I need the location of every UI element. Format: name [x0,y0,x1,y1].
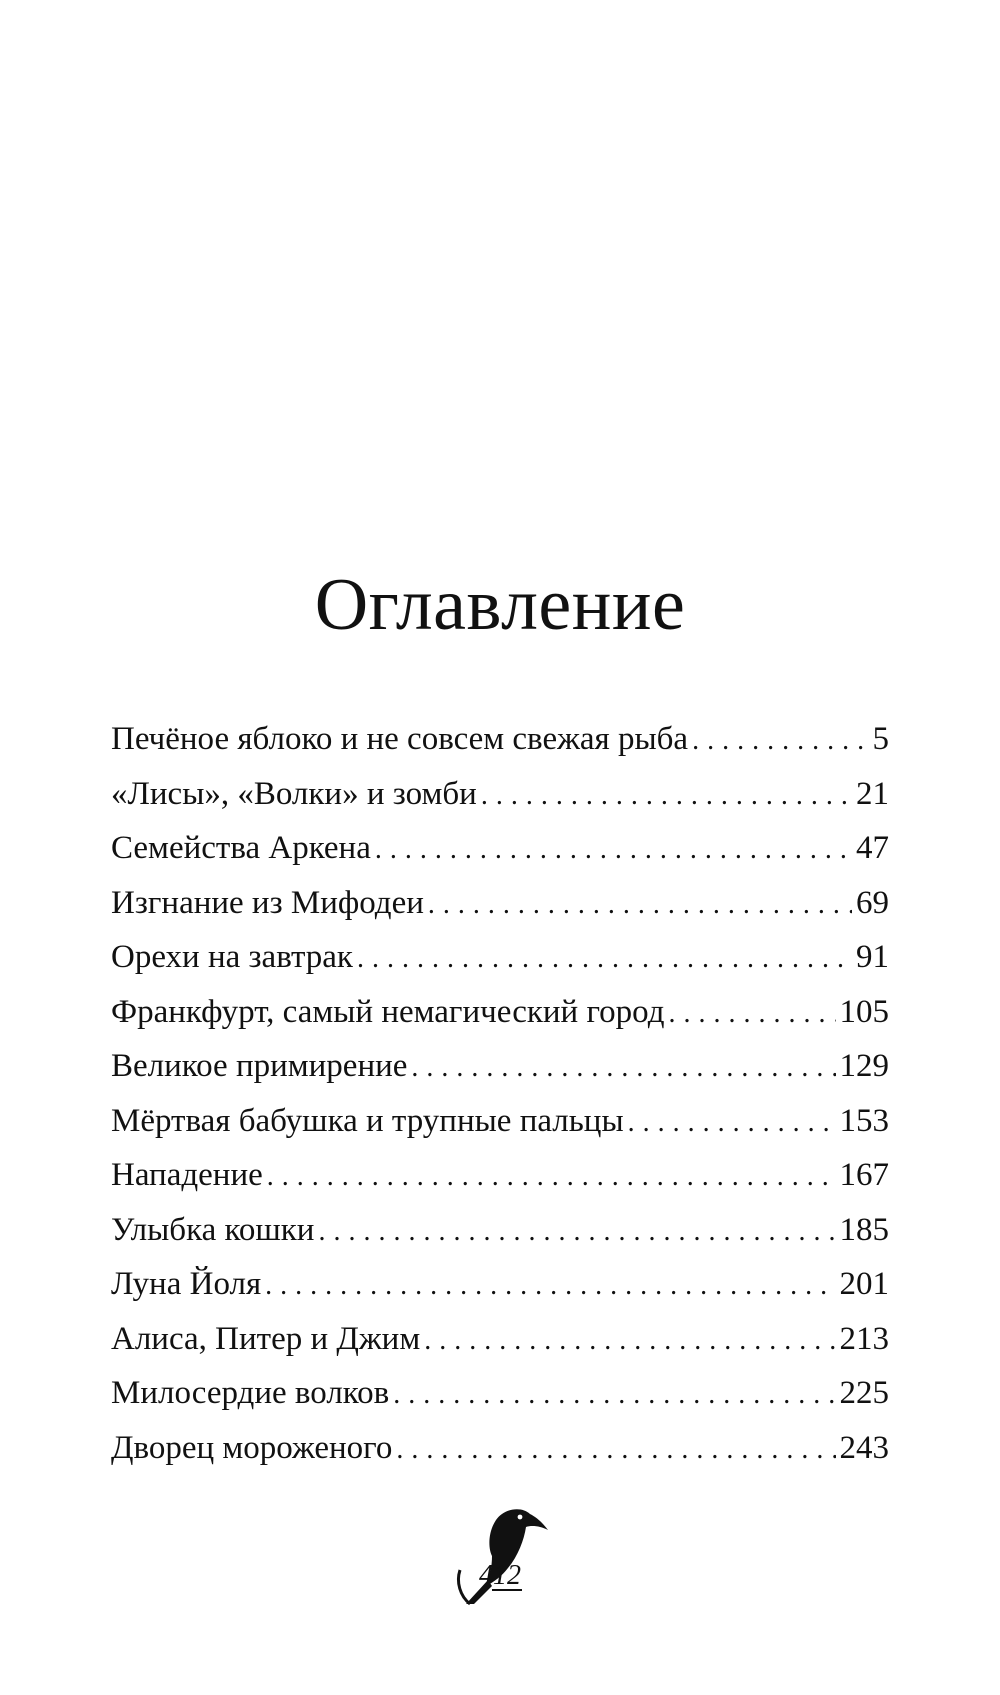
toc-dot-leader [357,932,852,987]
page-number: 412 [479,1560,521,1591]
toc-entry [111,876,889,931]
toc-entry-title: Милосердие волков [111,1375,390,1411]
toc-dot-leader [396,1423,835,1478]
toc-entry [111,1148,889,1203]
toc-entry [111,985,889,1040]
toc-entry-page: 129 [839,1048,889,1084]
toc-dot-leader [375,823,852,878]
toc-entry-title: Франкфурт, самый немагический город [111,993,665,1030]
toc-entry [111,1094,889,1149]
toc-entry-title: Великое примирение [111,1048,408,1084]
toc-dot-leader [481,769,852,824]
page-title: Оглавление [314,564,686,646]
toc-entry-title: Печёное яблоко и не совсем свежая рыба [111,721,689,757]
toc-entry-title: «Лисы», «Волки» и зомби [111,775,477,812]
raven-icon [452,1500,552,1610]
toc-entry-title: Мёртвая бабушка и трупные пальцы [111,1102,624,1139]
toc-dot-leader [393,1368,835,1423]
toc-entry-title: Дворец мороженого [111,1429,393,1466]
toc-entry-page: 167 [839,1157,889,1193]
toc-entry-page: 243 [839,1429,889,1466]
toc-entry [111,1039,889,1094]
toc-dot-leader [628,1096,836,1151]
toc-entry-page: 105 [839,993,889,1030]
toc-dot-leader [424,1314,835,1369]
toc-dot-leader [318,1205,835,1260]
table-of-contents [111,712,889,1475]
toc-entry [111,1312,889,1367]
toc-entry-title: Алиса, Питер и Джим [111,1320,421,1357]
toc-entry-page: 47 [856,830,889,866]
toc-entry-page: 91 [856,939,889,975]
toc-entry [111,712,889,767]
toc-entry [111,767,889,822]
toc-dot-leader [428,878,852,933]
toc-entry [111,1203,889,1258]
toc-entry-page: 153 [839,1102,889,1139]
toc-entry-page: 21 [856,775,889,812]
toc-entry [111,930,889,985]
toc-entry-title: Луна Йоля [111,1266,262,1302]
toc-dot-leader [265,1259,835,1314]
toc-entry-page: 5 [872,721,889,757]
toc-entry [111,1257,889,1312]
toc-entry-title: Семейства Аркена [111,830,371,866]
toc-dot-leader [692,714,868,769]
toc-entry-page: 201 [839,1266,889,1302]
toc-entry-page: 213 [839,1320,889,1357]
toc-dot-leader [267,1150,836,1205]
toc-entry-title: Орехи на завтрак [111,939,353,975]
toc-entry-title: Изгнание из Мифодеи [111,884,424,921]
toc-entry [111,1421,889,1476]
toc-entry-title: Улыбка кошки [111,1211,315,1248]
toc-entry-title: Нападение [111,1157,263,1193]
toc-dot-leader [411,1041,835,1096]
toc-entry-page: 225 [839,1375,889,1411]
toc-entry-page: 69 [856,884,889,921]
toc-dot-leader [669,987,836,1042]
toc-entry-page: 185 [839,1211,889,1248]
toc-entry [111,821,889,876]
toc-entry [111,1366,889,1421]
